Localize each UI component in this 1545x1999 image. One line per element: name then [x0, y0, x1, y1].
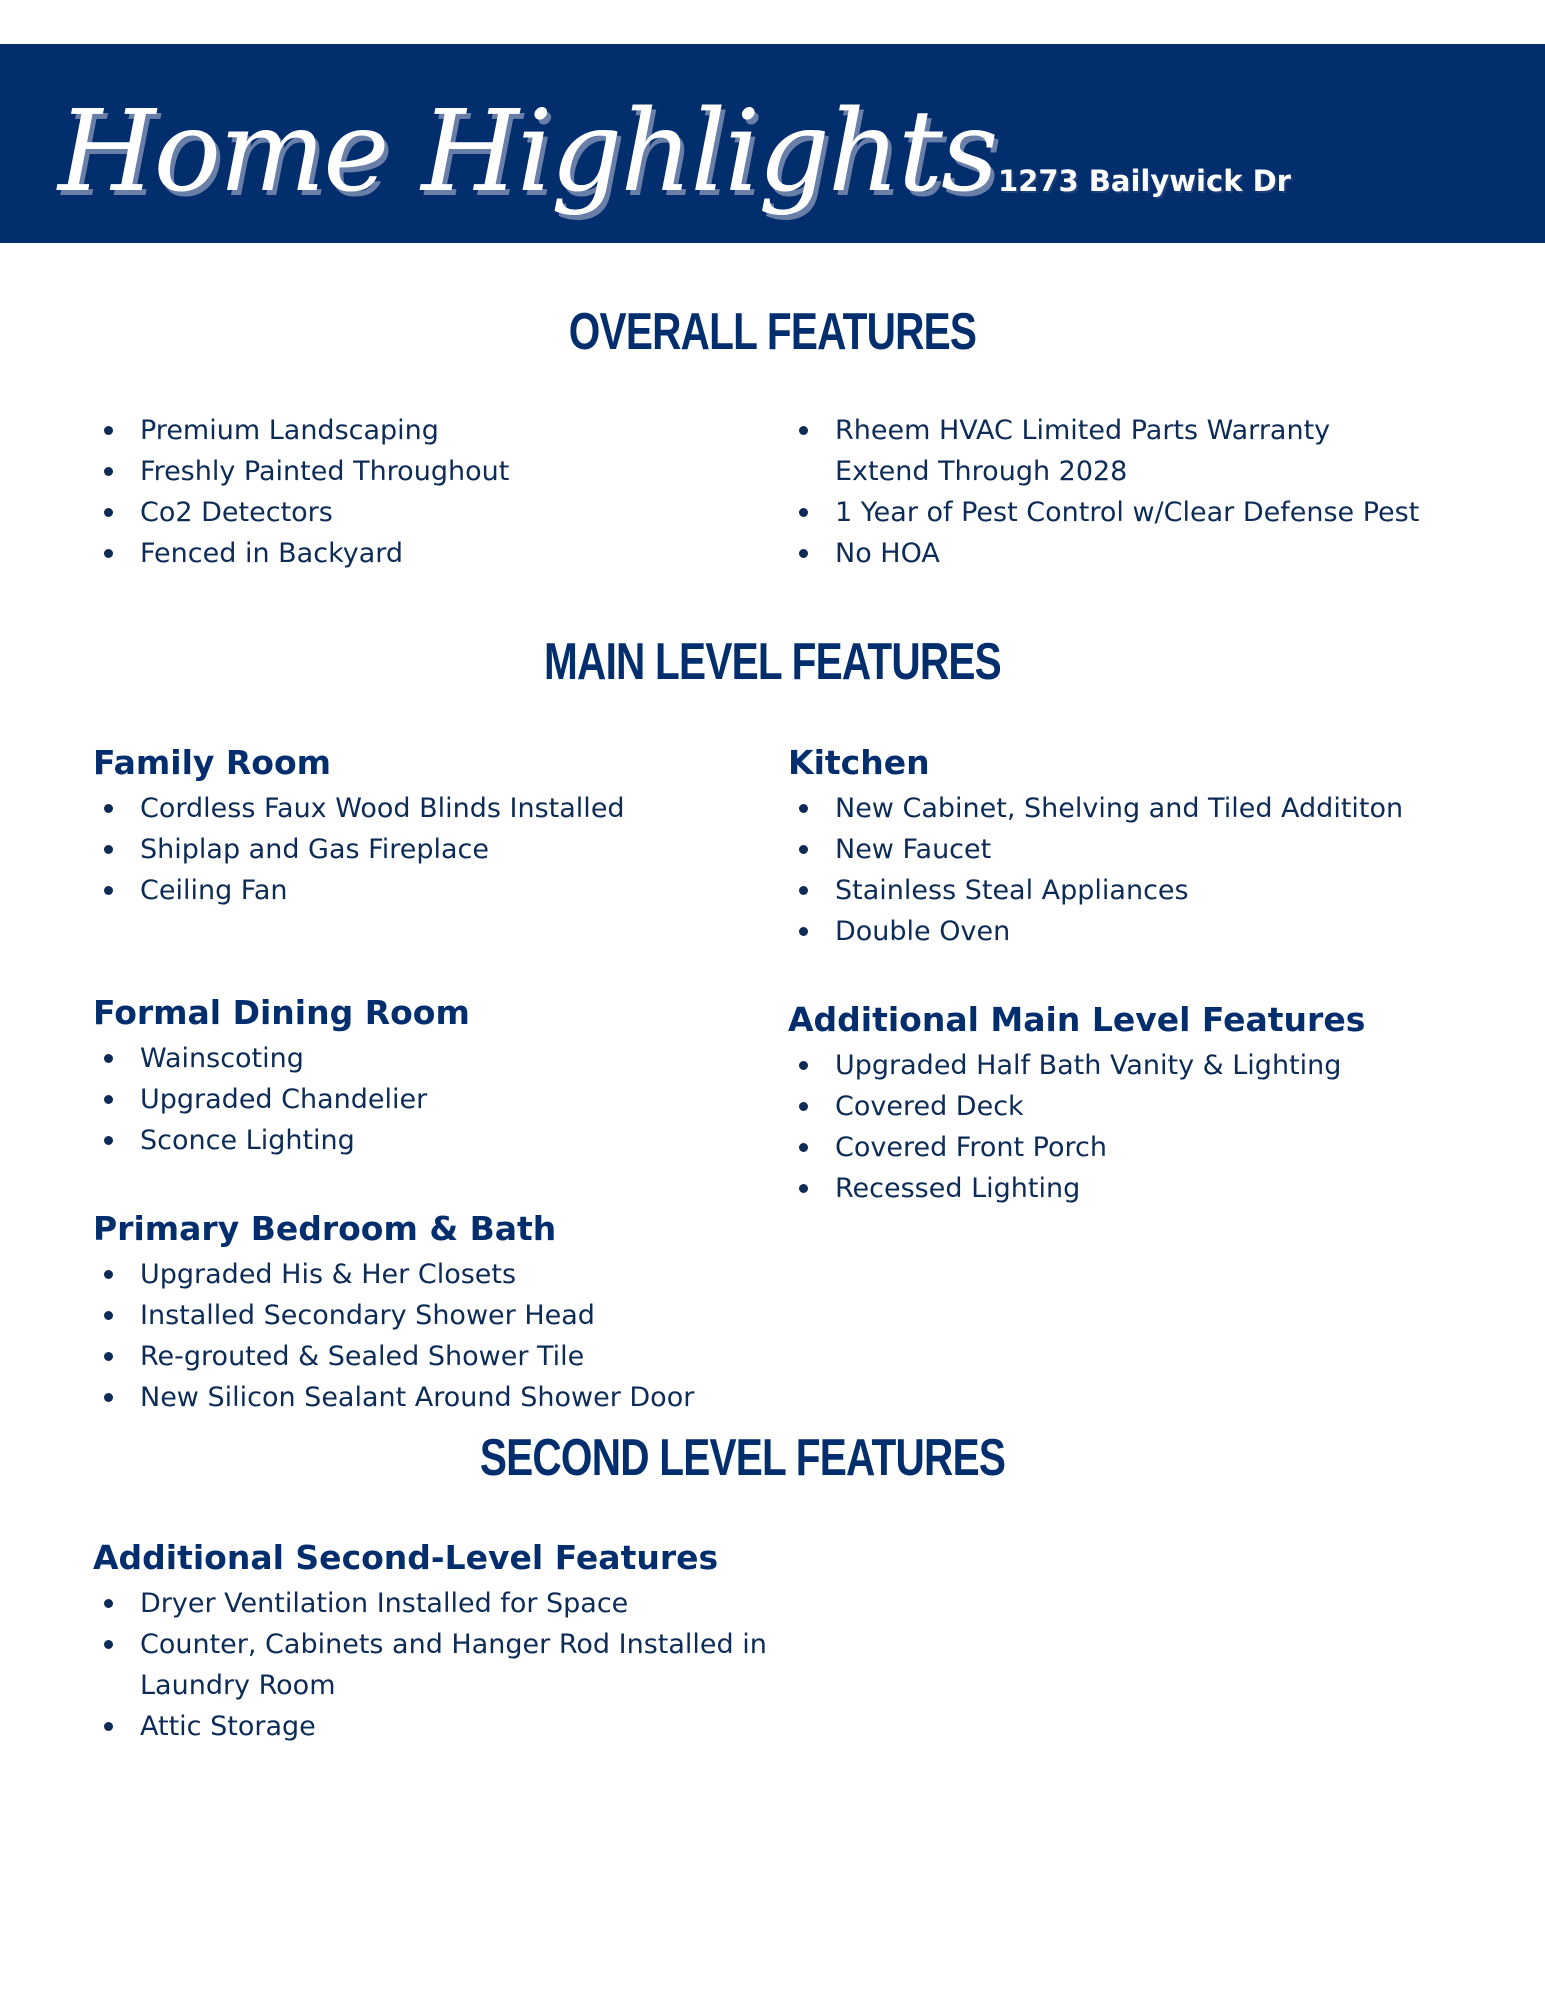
overall-features-right-list — [788, 410, 1428, 574]
overall-features-heading: OVERALL FEATURES — [568, 303, 977, 361]
list-item: No HOA — [788, 533, 1428, 574]
list-item: Re-grouted & Sealed Shower Tile — [93, 1336, 773, 1377]
additional-second-level-heading: Additional Second-Level Features — [93, 1538, 719, 1577]
primary-bedroom-heading: Primary Bedroom & Bath — [93, 1209, 557, 1248]
family-room-list — [93, 788, 733, 911]
additional-main-level-heading: Additional Main Level Features — [788, 1000, 1366, 1039]
list-item: Rheem HVAC Limited Parts Warranty Extend Through 2028 — [788, 410, 1428, 492]
header-banner — [0, 44, 1545, 243]
list-item: Dryer Ventilation Installed for Space — [93, 1583, 773, 1624]
list-item: Counter, Cabinets and Hanger Rod Installed in Laundry Room — [93, 1624, 773, 1706]
list-item: Premium Landscaping — [93, 410, 713, 451]
list-item: Upgraded Half Bath Vanity & Lighting — [788, 1045, 1448, 1086]
list-item: Covered Deck — [788, 1086, 1448, 1127]
list-item: Upgraded His & Her Closets — [93, 1254, 773, 1295]
family-room-heading: Family Room — [93, 743, 332, 782]
primary-bedroom-list — [93, 1254, 773, 1418]
additional-main-level-list — [788, 1045, 1448, 1209]
list-item: Attic Storage — [93, 1706, 773, 1747]
list-item: Ceiling Fan — [93, 870, 733, 911]
list-item: Covered Front Porch — [788, 1127, 1448, 1168]
list-item: Double Oven — [788, 911, 1448, 952]
list-item: 1 Year of Pest Control w/Clear Defense Pest — [788, 492, 1428, 533]
additional-second-level-list — [93, 1583, 773, 1747]
list-item: Stainless Steal Appliances — [788, 870, 1448, 911]
list-item: Recessed Lighting — [788, 1168, 1448, 1209]
second-level-features-heading: SECOND LEVEL FEATURES — [479, 1429, 1006, 1487]
list-item: Freshly Painted Throughout — [93, 451, 713, 492]
list-item: New Cabinet, Shelving and Tiled Addititon — [788, 788, 1448, 829]
list-item: New Silicon Sealant Around Shower Door — [93, 1377, 773, 1418]
list-item: Wainscoting — [93, 1038, 733, 1079]
formal-dining-room-list — [93, 1038, 733, 1161]
kitchen-heading: Kitchen — [788, 743, 930, 782]
list-item: Sconce Lighting — [93, 1120, 733, 1161]
list-item: Upgraded Chandelier — [93, 1079, 733, 1120]
main-level-features-heading: MAIN LEVEL FEATURES — [544, 633, 1001, 691]
list-item: Fenced in Backyard — [93, 533, 713, 574]
page-title: Home Highlights — [58, 87, 997, 217]
list-item: New Faucet — [788, 829, 1448, 870]
property-address: 1273 Bailywick Dr — [998, 164, 1291, 198]
list-item: Installed Secondary Shower Head — [93, 1295, 773, 1336]
list-item: Co2 Detectors — [93, 492, 713, 533]
list-item: Shiplap and Gas Fireplace — [93, 829, 733, 870]
list-item: Cordless Faux Wood Blinds Installed — [93, 788, 733, 829]
kitchen-list — [788, 788, 1448, 952]
formal-dining-room-heading: Formal Dining Room — [93, 993, 470, 1032]
overall-features-left-list — [93, 410, 713, 574]
